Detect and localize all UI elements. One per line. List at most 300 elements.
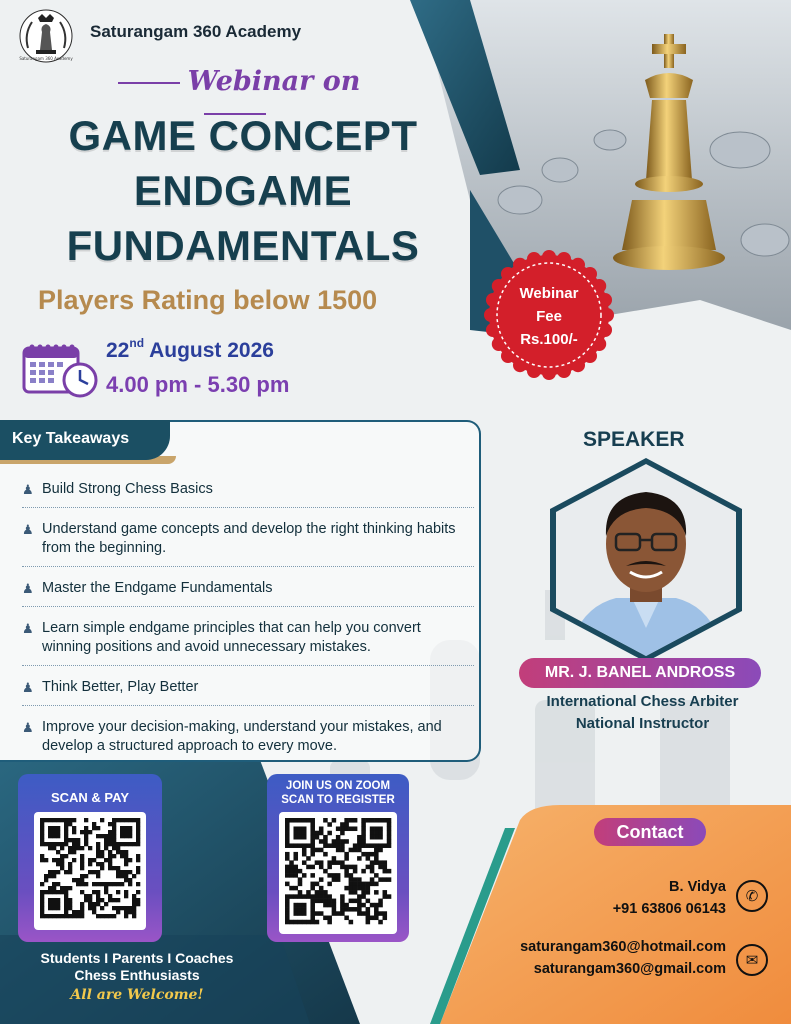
qr-module: [361, 843, 366, 848]
fee-line-2: Fee: [536, 308, 562, 325]
qr-module: [40, 858, 44, 862]
qr-module: [92, 882, 96, 886]
qr-module: [285, 843, 290, 848]
qr-module: [298, 907, 303, 912]
qr-module: [100, 850, 104, 854]
qr-module: [306, 818, 311, 823]
qr-module: [64, 914, 68, 918]
qr-module: [116, 870, 120, 874]
qr-module: [370, 835, 375, 840]
qr-module: [383, 818, 388, 823]
qr-module: [323, 852, 328, 857]
qr-module: [302, 907, 307, 912]
qr-module: [136, 902, 140, 906]
qr-module: [108, 914, 112, 918]
qr-module: [48, 818, 52, 822]
qr-module: [84, 882, 88, 886]
qr-module: [68, 818, 72, 822]
qr-module: [56, 826, 60, 830]
qr-module: [370, 843, 375, 848]
qr-module: [128, 878, 132, 882]
qr-module: [116, 818, 120, 822]
qr-module: [383, 877, 388, 882]
qr-module: [52, 858, 56, 862]
qr-module: [315, 835, 320, 840]
qr-module: [332, 860, 337, 865]
qr-module: [44, 914, 48, 918]
qr-module: [104, 886, 108, 890]
qr-module: [374, 831, 379, 836]
qr-module: [48, 886, 52, 890]
qr-module: [302, 831, 307, 836]
qr-module: [68, 846, 72, 850]
qr-module: [64, 894, 68, 898]
qr-module: [96, 882, 100, 886]
qr-module: [383, 865, 388, 870]
qr-module: [52, 898, 56, 902]
qr-module: [370, 818, 375, 823]
audience-line-2: Chess Enthusiasts: [74, 967, 200, 983]
qr-module: [112, 906, 116, 910]
qr-module: [378, 877, 383, 882]
qr-module: [378, 835, 383, 840]
qr-module: [378, 848, 383, 853]
event-date: [106, 338, 274, 363]
zoom-qr-card[interactable]: [267, 774, 409, 942]
qr-module: [361, 852, 366, 857]
qr-module: [56, 834, 60, 838]
qr-module: [136, 830, 140, 834]
contact-emails: [470, 936, 726, 980]
qr-module: [349, 907, 354, 912]
speaker-heading: SPEAKER: [583, 428, 685, 451]
qr-module: [366, 920, 371, 925]
takeaway-item: [22, 577, 474, 607]
qr-module: [132, 842, 136, 846]
qr-module: [40, 914, 44, 918]
qr-module: [298, 843, 303, 848]
qr-module: [132, 874, 136, 878]
qr-module: [344, 886, 349, 891]
qr-module: [285, 865, 290, 870]
calendar-clock-icon: [22, 342, 98, 400]
fee-text: [484, 282, 614, 351]
qr-module: [387, 822, 392, 827]
qr-module: [40, 898, 44, 902]
qr-module: [340, 911, 345, 916]
qr-module: [100, 882, 104, 886]
qr-module: [357, 835, 362, 840]
qr-module: [353, 877, 358, 882]
qr-module: [302, 826, 307, 831]
qr-module: [302, 835, 307, 840]
qr-module: [340, 831, 345, 836]
qr-module: [136, 838, 140, 842]
qr-module: [120, 850, 124, 854]
qr-module: [116, 882, 120, 886]
qr-module: [136, 854, 140, 858]
qr-module: [353, 882, 358, 887]
qr-module: [80, 906, 84, 910]
qr-module: [124, 870, 128, 874]
qr-module: [387, 877, 392, 882]
qr-module: [315, 882, 320, 887]
qr-module: [40, 902, 44, 906]
contact-email-2[interactable]: saturangam360@gmail.com: [533, 961, 726, 977]
qr-module: [92, 906, 96, 910]
qr-module: [293, 856, 298, 861]
takeaway-text: Think Better, Play Better: [42, 679, 199, 695]
qr-module: [136, 858, 140, 862]
qr-module: [88, 906, 92, 910]
qr-module: [60, 854, 64, 858]
qr-module: [353, 890, 358, 895]
qr-module: [40, 842, 44, 846]
zoom-label-line-2: SCAN TO REGISTER: [281, 794, 395, 806]
qr-module: [310, 843, 315, 848]
qr-module: [92, 910, 96, 914]
qr-module: [332, 907, 337, 912]
pay-qr-card[interactable]: [18, 774, 162, 942]
qr-module: [374, 835, 379, 840]
qr-module: [310, 907, 315, 912]
qr-module: [383, 869, 388, 874]
qr-module: [332, 877, 337, 882]
qr-module: [349, 826, 354, 831]
qr-module: [108, 862, 112, 866]
qr-module: [124, 818, 128, 822]
qr-module: [96, 902, 100, 906]
qr-module: [378, 860, 383, 865]
qr-module: [96, 850, 100, 854]
qr-module: [108, 882, 112, 886]
qr-module: [100, 906, 104, 910]
qr-module: [108, 858, 112, 862]
qr-module: [302, 873, 307, 878]
qr-module: [374, 852, 379, 857]
qr-module: [64, 854, 68, 858]
qr-module: [302, 848, 307, 853]
qr-module: [72, 878, 76, 882]
qr-module: [349, 920, 354, 925]
qr-module: [293, 843, 298, 848]
qr-module: [56, 906, 60, 910]
qr-module: [285, 818, 290, 823]
qr-module: [56, 882, 60, 886]
qr-module: [108, 822, 112, 826]
seal-scallop: [583, 349, 597, 363]
qr-module: [332, 911, 337, 916]
qr-module: [44, 890, 48, 894]
qr-module: [378, 920, 383, 925]
qr-module: [88, 858, 92, 862]
zoom-qr-code[interactable]: [279, 812, 397, 934]
qr-module: [319, 911, 324, 916]
qr-module: [315, 899, 320, 904]
qr-module: [293, 911, 298, 916]
takeaway-text: Master the Endgame Fundamentals: [42, 580, 273, 596]
qr-module: [136, 890, 140, 894]
qr-module: [72, 818, 76, 822]
qr-module: [357, 839, 362, 844]
pawn-icon: ♟: [22, 720, 34, 735]
qr-module: [40, 838, 44, 842]
qr-module: [72, 826, 76, 830]
qr-module: [332, 818, 337, 823]
qr-module: [293, 831, 298, 836]
qr-module: [60, 862, 64, 866]
qr-module: [383, 843, 388, 848]
qr-module: [344, 916, 349, 921]
qr-module: [327, 882, 332, 887]
qr-module: [124, 906, 128, 910]
qr-module: [336, 877, 341, 882]
qr-module: [357, 907, 362, 912]
qr-module: [80, 846, 84, 850]
qr-module: [120, 870, 124, 874]
qr-module: [136, 866, 140, 870]
qr-module: [289, 894, 294, 899]
qr-module: [68, 914, 72, 918]
qr-module: [387, 831, 392, 836]
qr-module: [357, 877, 362, 882]
qr-module: [298, 903, 303, 908]
qr-module: [68, 902, 72, 906]
title-line-3: FUNDAMENTALS: [66, 222, 420, 269]
event-time: 4.00 pm - 5.30 pm: [106, 372, 290, 397]
qr-module: [60, 818, 64, 822]
qr-module: [344, 869, 349, 874]
qr-module: [349, 865, 354, 870]
qr-module: [40, 854, 44, 858]
qr-module: [302, 911, 307, 916]
qr-module: [84, 894, 88, 898]
qr-module: [357, 856, 362, 861]
qr-module: [40, 830, 44, 834]
qr-module: [128, 826, 132, 830]
event-title: [18, 108, 468, 273]
seal-scallop: [501, 349, 515, 363]
qr-module: [327, 920, 332, 925]
qr-module: [323, 869, 328, 874]
qr-module: [315, 831, 320, 836]
qr-module: [120, 818, 124, 822]
qr-module: [340, 860, 345, 865]
qr-module: [84, 838, 88, 842]
qr-module: [327, 899, 332, 904]
qr-module: [366, 843, 371, 848]
qr-module: [293, 873, 298, 878]
qr-module: [100, 866, 104, 870]
qr-module: [116, 910, 120, 914]
qr-module: [285, 911, 290, 916]
qr-module: [353, 843, 358, 848]
qr-module: [40, 818, 44, 822]
qr-module: [302, 903, 307, 908]
qr-module: [64, 910, 68, 914]
qr-module: [323, 818, 328, 823]
qr-module: [285, 916, 290, 921]
qr-module: [357, 894, 362, 899]
qr-module: [293, 865, 298, 870]
qr-module: [383, 916, 388, 921]
qr-module: [48, 906, 52, 910]
qr-module: [52, 890, 56, 894]
academy-name: Saturangam 360 Academy: [90, 22, 302, 41]
takeaway-item: [22, 478, 474, 508]
qr-module: [132, 894, 136, 898]
qr-module: [285, 869, 290, 874]
qr-module: [298, 826, 303, 831]
qr-module: [285, 822, 290, 827]
qr-module: [340, 899, 345, 904]
qr-module: [366, 911, 371, 916]
mail-icon[interactable]: ✉: [736, 944, 768, 976]
qr-module: [323, 839, 328, 844]
qr-module: [319, 831, 324, 836]
qr-module: [128, 882, 132, 886]
qr-module: [315, 920, 320, 925]
qr-module: [80, 830, 84, 834]
qr-module: [76, 846, 80, 850]
qr-module: [100, 862, 104, 866]
qr-module: [116, 850, 120, 854]
qr-module: [48, 826, 52, 830]
qr-module: [116, 846, 120, 850]
qr-module: [293, 886, 298, 891]
qr-module: [310, 916, 315, 921]
qr-module: [310, 848, 315, 853]
qr-module: [306, 894, 311, 899]
qr-module: [44, 858, 48, 862]
qr-module: [323, 916, 328, 921]
qr-module: [116, 890, 120, 894]
qr-module: [310, 822, 315, 827]
date-day: 22: [106, 339, 130, 362]
qr-module: [124, 850, 128, 854]
title-line-2: ENDGAME: [133, 167, 353, 214]
qr-module: [370, 852, 375, 857]
qr-module: [84, 874, 88, 878]
qr-module: [319, 899, 324, 904]
audience-text: [14, 950, 260, 984]
qr-module: [306, 890, 311, 895]
qr-module: [310, 831, 315, 836]
qr-module: [56, 914, 60, 918]
qr-module: [366, 899, 371, 904]
qr-module: [108, 866, 112, 870]
qr-module: [344, 818, 349, 823]
qr-module: [323, 835, 328, 840]
qr-module: [124, 862, 128, 866]
qr-module: [104, 858, 108, 862]
qr-module: [357, 911, 362, 916]
qr-module: [285, 907, 290, 912]
qr-module: [340, 894, 345, 899]
qr-module: [319, 890, 324, 895]
qr-module: [84, 842, 88, 846]
qr-module: [370, 882, 375, 887]
qr-module: [353, 907, 358, 912]
qr-module: [96, 898, 100, 902]
qr-module: [319, 894, 324, 899]
qr-module: [60, 866, 64, 870]
qr-module: [100, 898, 104, 902]
qr-module: [72, 842, 76, 846]
qr-module: [52, 870, 56, 874]
qr-module: [310, 899, 315, 904]
qr-module: [344, 873, 349, 878]
qr-module: [361, 826, 366, 831]
qr-module: [80, 866, 84, 870]
qr-module: [124, 842, 128, 846]
qr-module: [104, 890, 108, 894]
qr-module: [310, 920, 315, 925]
qr-module: [56, 830, 60, 834]
qr-module: [302, 920, 307, 925]
qr-module: [315, 860, 320, 865]
qr-module: [327, 865, 332, 870]
qr-module: [120, 842, 124, 846]
qr-module: [298, 835, 303, 840]
qr-module: [336, 835, 341, 840]
pawn-icon: ♟: [22, 482, 34, 497]
qr-module: [289, 920, 294, 925]
qr-module: [80, 858, 84, 862]
qr-module: [323, 903, 328, 908]
qr-module: [327, 894, 332, 899]
contact-phone[interactable]: +91 63806 06143: [612, 901, 726, 917]
welcome-text: All are Welcome!: [70, 987, 204, 1003]
qr-module: [378, 899, 383, 904]
qr-module: [80, 882, 84, 886]
qr-module: [88, 898, 92, 902]
qr-module: [132, 818, 136, 822]
qr-module: [340, 826, 345, 831]
qr-module: [306, 865, 311, 870]
logo-text: Saturangam 360 Academy: [19, 56, 73, 61]
phone-icon[interactable]: ✆: [736, 880, 768, 912]
takeaway-text: Understand game concepts and develop the right thinking habits from the beginning.: [42, 521, 456, 556]
qr-module: [319, 848, 324, 853]
qr-module: [84, 834, 88, 838]
qr-module: [96, 834, 100, 838]
zoom-label-line-1: JOIN US ON ZOOM: [285, 780, 391, 792]
qr-module: [56, 898, 60, 902]
qr-module: [48, 870, 52, 874]
qr-module: [374, 826, 379, 831]
qr-module: [124, 858, 128, 862]
qr-module: [80, 910, 84, 914]
qr-module: [361, 835, 366, 840]
qr-module: [124, 830, 128, 834]
qr-module: [60, 846, 64, 850]
qr-module: [44, 874, 48, 878]
contact-email-1[interactable]: saturangam360@hotmail.com: [520, 939, 726, 955]
qr-module: [124, 834, 128, 838]
kicker-text: Webinar on: [187, 66, 361, 97]
pay-qr-code[interactable]: [34, 812, 146, 930]
qr-module: [96, 874, 100, 878]
qr-module: [120, 830, 124, 834]
qr-module: [336, 860, 341, 865]
qr-module: [60, 914, 64, 918]
qr-module: [56, 862, 60, 866]
qr-module: [353, 818, 358, 823]
qr-module: [366, 882, 371, 887]
qr-module: [52, 886, 56, 890]
qr-module: [289, 886, 294, 891]
